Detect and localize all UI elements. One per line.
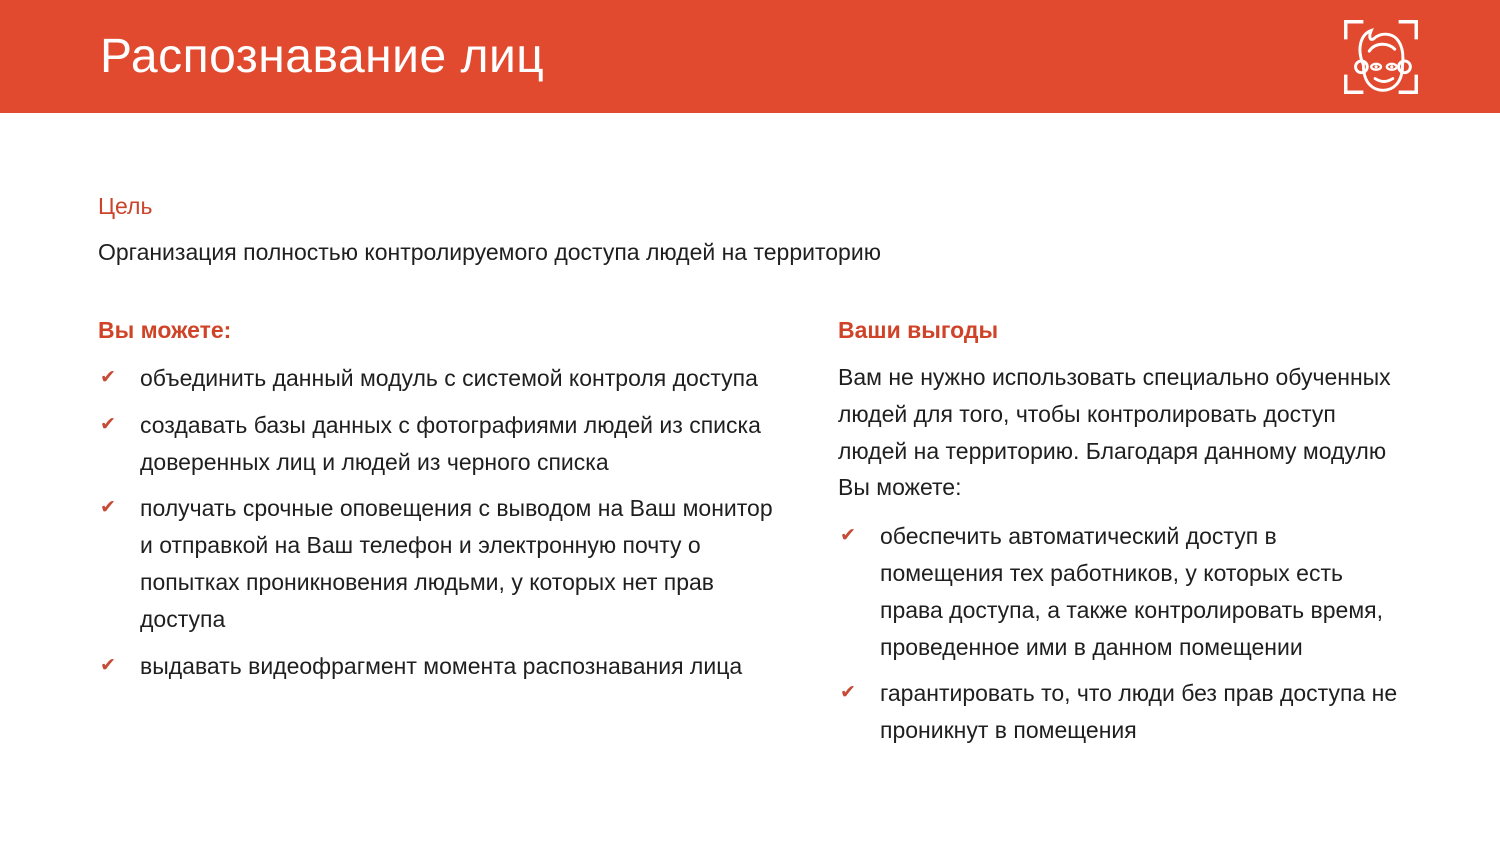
check-icon: ✔: [840, 524, 856, 547]
check-icon: ✔: [100, 412, 116, 435]
benefits-section: [838, 317, 1403, 759]
benefits-heading: Ваши выгоды: [838, 317, 999, 344]
list-item-text: обеспечить автоматический доступ в помещения тех работников, у которых есть права доступа, а также контролировать время, проведенное ими в данном помещении: [880, 523, 1383, 660]
check-icon: ✔: [840, 681, 856, 704]
capabilities-list: [98, 360, 778, 684]
benefits-list: [838, 518, 1398, 749]
capabilities-heading: Вы можете:: [98, 317, 232, 344]
page-title: Распознавание лиц: [100, 30, 545, 83]
list-item: [838, 518, 1398, 665]
header-bar: [0, 0, 1500, 113]
goal-text: Организация полностью контролируемого доступа людей на территорию: [98, 238, 881, 265]
list-item: [98, 407, 778, 481]
list-item-text: создавать базы данных с фотографиями людей из списка доверенных лиц и людей из черного списка: [140, 411, 761, 475]
list-item: [98, 360, 778, 397]
check-icon: ✔: [100, 496, 116, 519]
benefits-intro: Вам не нужно использовать специально обученных людей для того, чтобы контролировать доступ людей на территорию. Благодаря данному модулю Вы можете:: [838, 364, 1391, 501]
check-icon: ✔: [100, 653, 116, 676]
list-item: [838, 675, 1398, 749]
list-item: [98, 490, 778, 637]
face-scan-icon: [1334, 10, 1428, 104]
list-item: [98, 648, 778, 685]
content: [0, 113, 1500, 759]
capabilities-section: [98, 317, 838, 759]
goal-section: [98, 193, 1430, 267]
check-icon: ✔: [100, 366, 116, 389]
list-item-text: получать срочные оповещения с выводом на Ваш монитор и отправкой на Ваш телефон и электронную почту о попытках проникновения людьми, у которых нет прав доступа: [140, 495, 773, 632]
list-item-text: выдавать видеофрагмент момента распознавания лица: [140, 652, 743, 679]
goal-heading: Цель: [98, 193, 153, 219]
list-item-text: объединить данный модуль с системой контроля доступа: [140, 365, 758, 392]
list-item-text: гарантировать то, что люди без прав доступа не проникнут в помещения: [880, 680, 1398, 744]
two-column-layout: [98, 317, 1430, 759]
